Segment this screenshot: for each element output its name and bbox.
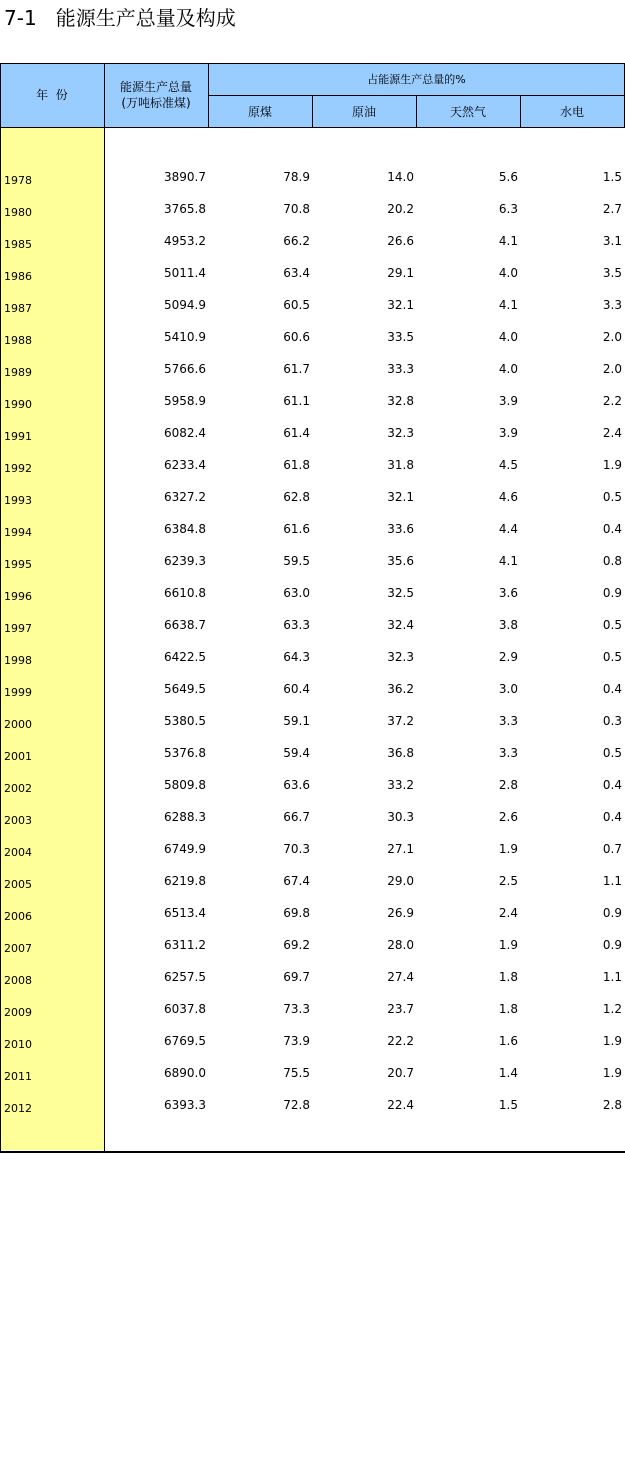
cell-oil: 33.3 bbox=[387, 362, 414, 376]
cell-gas: 5.6 bbox=[498, 170, 518, 184]
cell-year: 2009 bbox=[4, 1006, 32, 1019]
cell-total: 6288.3 bbox=[164, 810, 206, 824]
table-row bbox=[0, 265, 625, 297]
table-row bbox=[0, 713, 625, 745]
cell-oil: 32.1 bbox=[387, 490, 414, 504]
cell-oil: 29.0 bbox=[387, 874, 414, 888]
cell-year: 2011 bbox=[4, 1070, 32, 1083]
cell-coal: 63.0 bbox=[283, 586, 310, 600]
cell-coal: 78.9 bbox=[283, 170, 310, 184]
cell-coal: 69.2 bbox=[283, 938, 310, 952]
cell-gas: 2.4 bbox=[498, 906, 518, 920]
cell-coal: 72.8 bbox=[283, 1098, 310, 1112]
cell-oil: 33.2 bbox=[387, 778, 414, 792]
cell-coal: 73.9 bbox=[283, 1034, 310, 1048]
cell-oil: 26.9 bbox=[387, 906, 414, 920]
cell-gas: 4.1 bbox=[498, 298, 518, 312]
cell-total: 5011.4 bbox=[164, 266, 206, 280]
cell-gas: 1.9 bbox=[498, 842, 518, 856]
header-hydro: 水电 bbox=[559, 105, 584, 119]
table-row bbox=[0, 489, 625, 521]
cell-oil: 32.1 bbox=[387, 298, 414, 312]
cell-year: 2012 bbox=[4, 1102, 32, 1115]
cell-hydro: 0.4 bbox=[602, 778, 622, 792]
cell-oil: 26.6 bbox=[387, 234, 414, 248]
cell-gas: 4.4 bbox=[498, 522, 518, 536]
cell-year: 1998 bbox=[4, 654, 32, 667]
header-coal: 原煤 bbox=[247, 105, 272, 119]
cell-gas: 3.9 bbox=[498, 394, 518, 408]
cell-total: 4953.2 bbox=[164, 234, 206, 248]
cell-coal: 61.4 bbox=[283, 426, 310, 440]
cell-oil: 20.2 bbox=[387, 202, 414, 216]
cell-total: 6393.3 bbox=[164, 1098, 206, 1112]
cell-year: 1992 bbox=[4, 462, 32, 475]
cell-coal: 66.7 bbox=[283, 810, 310, 824]
cell-hydro: 3.1 bbox=[602, 234, 622, 248]
table-row bbox=[0, 745, 625, 777]
cell-coal: 66.2 bbox=[283, 234, 310, 248]
cell-year: 1999 bbox=[4, 686, 32, 699]
table-row bbox=[0, 169, 625, 201]
cell-gas: 3.9 bbox=[498, 426, 518, 440]
cell-gas: 4.1 bbox=[498, 234, 518, 248]
cell-total: 6513.4 bbox=[164, 906, 206, 920]
cell-gas: 4.0 bbox=[498, 266, 518, 280]
cell-hydro: 0.4 bbox=[602, 810, 622, 824]
table-row bbox=[0, 649, 625, 681]
cell-hydro: 1.1 bbox=[602, 874, 622, 888]
cell-coal: 63.3 bbox=[283, 618, 310, 632]
cell-year: 2003 bbox=[4, 814, 32, 827]
cell-year: 2002 bbox=[4, 782, 32, 795]
cell-total: 6233.4 bbox=[164, 458, 206, 472]
table-row bbox=[0, 1065, 625, 1097]
cell-year: 2006 bbox=[4, 910, 32, 923]
cell-oil: 36.8 bbox=[387, 746, 414, 760]
table-row bbox=[0, 937, 625, 969]
table-row bbox=[0, 553, 625, 585]
table-row bbox=[0, 457, 625, 489]
cell-total: 5376.8 bbox=[164, 746, 206, 760]
cell-gas: 1.9 bbox=[498, 938, 518, 952]
cell-coal: 61.8 bbox=[283, 458, 310, 472]
cell-gas: 3.0 bbox=[498, 682, 518, 696]
cell-total: 6219.8 bbox=[164, 874, 206, 888]
table-row bbox=[0, 297, 625, 329]
cell-gas: 1.4 bbox=[498, 1066, 518, 1080]
cell-coal: 69.8 bbox=[283, 906, 310, 920]
cell-hydro: 0.4 bbox=[602, 522, 622, 536]
cell-total: 5649.5 bbox=[164, 682, 206, 696]
cell-year: 1986 bbox=[4, 270, 32, 283]
cell-oil: 27.1 bbox=[387, 842, 414, 856]
cell-year: 2004 bbox=[4, 846, 32, 859]
cell-gas: 1.5 bbox=[498, 1098, 518, 1112]
cell-total: 5380.5 bbox=[164, 714, 206, 728]
table-bottom-rule bbox=[0, 1151, 625, 1153]
cell-year: 1978 bbox=[4, 174, 32, 187]
table-row bbox=[0, 585, 625, 617]
cell-hydro: 2.4 bbox=[602, 426, 622, 440]
header-gas: 天然气 bbox=[449, 105, 486, 119]
table-row bbox=[0, 1033, 625, 1065]
cell-total: 5766.6 bbox=[164, 362, 206, 376]
cell-coal: 63.4 bbox=[283, 266, 310, 280]
cell-hydro: 1.9 bbox=[602, 1066, 622, 1080]
cell-total: 6422.5 bbox=[164, 650, 206, 664]
cell-gas: 1.6 bbox=[498, 1034, 518, 1048]
cell-gas: 4.0 bbox=[498, 330, 518, 344]
cell-total: 6239.3 bbox=[164, 554, 206, 568]
cell-oil: 29.1 bbox=[387, 266, 414, 280]
cell-gas: 4.5 bbox=[498, 458, 518, 472]
cell-coal: 60.6 bbox=[283, 330, 310, 344]
cell-hydro: 1.9 bbox=[602, 1034, 622, 1048]
table-row bbox=[0, 617, 625, 649]
cell-total: 6769.5 bbox=[164, 1034, 206, 1048]
cell-total: 5094.9 bbox=[164, 298, 206, 312]
cell-oil: 32.8 bbox=[387, 394, 414, 408]
cell-hydro: 0.9 bbox=[602, 906, 622, 920]
cell-oil: 20.7 bbox=[387, 1066, 414, 1080]
cell-total: 6257.5 bbox=[164, 970, 206, 984]
cell-year: 1994 bbox=[4, 526, 32, 539]
cell-total: 3765.8 bbox=[164, 202, 206, 216]
cell-hydro: 0.9 bbox=[602, 586, 622, 600]
table-row bbox=[0, 521, 625, 553]
cell-year: 2010 bbox=[4, 1038, 32, 1051]
cell-total: 6311.2 bbox=[164, 938, 206, 952]
cell-gas: 4.0 bbox=[498, 362, 518, 376]
cell-year: 1985 bbox=[4, 238, 32, 251]
header-total-line1: 能源生产总量 bbox=[119, 80, 192, 94]
table-row bbox=[0, 201, 625, 233]
cell-oil: 28.0 bbox=[387, 938, 414, 952]
cell-year: 1996 bbox=[4, 590, 32, 603]
cell-hydro: 2.0 bbox=[602, 362, 622, 376]
cell-hydro: 0.5 bbox=[602, 746, 622, 760]
cell-coal: 60.4 bbox=[283, 682, 310, 696]
cell-oil: 23.7 bbox=[387, 1002, 414, 1016]
table-row bbox=[0, 841, 625, 873]
cell-gas: 2.9 bbox=[498, 650, 518, 664]
cell-coal: 70.8 bbox=[283, 202, 310, 216]
cell-gas: 3.6 bbox=[498, 586, 518, 600]
table-row bbox=[0, 873, 625, 905]
cell-coal: 61.7 bbox=[283, 362, 310, 376]
cell-coal: 62.8 bbox=[283, 490, 310, 504]
cell-hydro: 2.2 bbox=[602, 394, 622, 408]
header-year: 年 份 bbox=[36, 88, 68, 102]
cell-year: 2005 bbox=[4, 878, 32, 891]
cell-oil: 32.3 bbox=[387, 426, 414, 440]
cell-hydro: 3.5 bbox=[602, 266, 622, 280]
cell-coal: 60.5 bbox=[283, 298, 310, 312]
cell-oil: 31.8 bbox=[387, 458, 414, 472]
cell-gas: 1.8 bbox=[498, 970, 518, 984]
data-table bbox=[0, 63, 625, 1153]
table-row bbox=[0, 905, 625, 937]
table-row bbox=[0, 969, 625, 1001]
cell-gas: 2.8 bbox=[498, 778, 518, 792]
cell-year: 1990 bbox=[4, 398, 32, 411]
header-oil: 原油 bbox=[351, 105, 376, 119]
cell-total: 5809.8 bbox=[164, 778, 206, 792]
cell-year: 1980 bbox=[4, 206, 32, 219]
table-row bbox=[0, 233, 625, 265]
cell-hydro: 1.9 bbox=[602, 458, 622, 472]
cell-oil: 32.5 bbox=[387, 586, 414, 600]
cell-year: 1988 bbox=[4, 334, 32, 347]
cell-hydro: 0.9 bbox=[602, 938, 622, 952]
cell-gas: 4.1 bbox=[498, 554, 518, 568]
cell-coal: 75.5 bbox=[283, 1066, 310, 1080]
table-row bbox=[0, 393, 625, 425]
cell-year: 1993 bbox=[4, 494, 32, 507]
cell-hydro: 0.3 bbox=[602, 714, 622, 728]
cell-hydro: 1.5 bbox=[602, 170, 622, 184]
cell-year: 2000 bbox=[4, 718, 32, 731]
cell-hydro: 0.8 bbox=[602, 554, 622, 568]
cell-oil: 37.2 bbox=[387, 714, 414, 728]
cell-year: 1995 bbox=[4, 558, 32, 571]
cell-total: 3890.7 bbox=[164, 170, 206, 184]
cell-hydro: 3.3 bbox=[602, 298, 622, 312]
cell-year: 2008 bbox=[4, 974, 32, 987]
cell-oil: 35.6 bbox=[387, 554, 414, 568]
cell-oil: 33.5 bbox=[387, 330, 414, 344]
cell-gas: 1.8 bbox=[498, 1002, 518, 1016]
cell-year: 1991 bbox=[4, 430, 32, 443]
cell-year: 2007 bbox=[4, 942, 32, 955]
table-row bbox=[0, 329, 625, 361]
table-row bbox=[0, 361, 625, 393]
table-row bbox=[0, 425, 625, 457]
cell-coal: 63.6 bbox=[283, 778, 310, 792]
cell-year: 1989 bbox=[4, 366, 32, 379]
cell-total: 6610.8 bbox=[164, 586, 206, 600]
cell-oil: 22.2 bbox=[387, 1034, 414, 1048]
cell-hydro: 0.4 bbox=[602, 682, 622, 696]
cell-year: 2001 bbox=[4, 750, 32, 763]
cell-gas: 6.3 bbox=[498, 202, 518, 216]
cell-year: 1987 bbox=[4, 302, 32, 315]
cell-hydro: 2.0 bbox=[602, 330, 622, 344]
table-row bbox=[0, 1001, 625, 1033]
cell-coal: 59.4 bbox=[283, 746, 310, 760]
cell-hydro: 0.5 bbox=[602, 650, 622, 664]
table-row bbox=[0, 777, 625, 809]
cell-oil: 22.4 bbox=[387, 1098, 414, 1112]
cell-oil: 32.4 bbox=[387, 618, 414, 632]
cell-coal: 64.3 bbox=[283, 650, 310, 664]
cell-total: 6327.2 bbox=[164, 490, 206, 504]
cell-gas: 2.6 bbox=[498, 810, 518, 824]
cell-oil: 36.2 bbox=[387, 682, 414, 696]
cell-coal: 69.7 bbox=[283, 970, 310, 984]
cell-total: 6638.7 bbox=[164, 618, 206, 632]
cell-gas: 4.6 bbox=[498, 490, 518, 504]
cell-gas: 3.3 bbox=[498, 714, 518, 728]
cell-coal: 61.1 bbox=[283, 394, 310, 408]
cell-coal: 59.5 bbox=[283, 554, 310, 568]
page-title: 7-1 能源生产总量及构成 bbox=[4, 6, 236, 30]
cell-hydro: 0.5 bbox=[602, 490, 622, 504]
cell-coal: 61.6 bbox=[283, 522, 310, 536]
cell-total: 6749.9 bbox=[164, 842, 206, 856]
cell-total: 6082.4 bbox=[164, 426, 206, 440]
cell-total: 6037.8 bbox=[164, 1002, 206, 1016]
cell-total: 5958.9 bbox=[164, 394, 206, 408]
cell-oil: 14.0 bbox=[387, 170, 414, 184]
cell-total: 6384.8 bbox=[164, 522, 206, 536]
cell-total: 5410.9 bbox=[164, 330, 206, 344]
cell-coal: 59.1 bbox=[283, 714, 310, 728]
cell-hydro: 0.5 bbox=[602, 618, 622, 632]
cell-gas: 2.5 bbox=[498, 874, 518, 888]
header-top-rule bbox=[0, 63, 625, 64]
table-row bbox=[0, 1097, 625, 1129]
cell-year: 1997 bbox=[4, 622, 32, 635]
table-row bbox=[0, 809, 625, 841]
cell-oil: 30.3 bbox=[387, 810, 414, 824]
cell-hydro: 1.2 bbox=[602, 1002, 622, 1016]
cell-total: 6890.0 bbox=[164, 1066, 206, 1080]
header-share-group: 占能源生产总量的% bbox=[367, 73, 466, 86]
cell-gas: 3.8 bbox=[498, 618, 518, 632]
cell-hydro: 0.7 bbox=[602, 842, 622, 856]
cell-gas: 3.3 bbox=[498, 746, 518, 760]
cell-hydro: 2.8 bbox=[602, 1098, 622, 1112]
cell-oil: 27.4 bbox=[387, 970, 414, 984]
cell-coal: 70.3 bbox=[283, 842, 310, 856]
cell-hydro: 1.1 bbox=[602, 970, 622, 984]
cell-hydro: 2.7 bbox=[602, 202, 622, 216]
cell-coal: 67.4 bbox=[283, 874, 310, 888]
header-total-line2: (万吨标准煤) bbox=[121, 96, 191, 110]
cell-coal: 73.3 bbox=[283, 1002, 310, 1016]
table-row bbox=[0, 681, 625, 713]
cell-oil: 32.3 bbox=[387, 650, 414, 664]
cell-oil: 33.6 bbox=[387, 522, 414, 536]
